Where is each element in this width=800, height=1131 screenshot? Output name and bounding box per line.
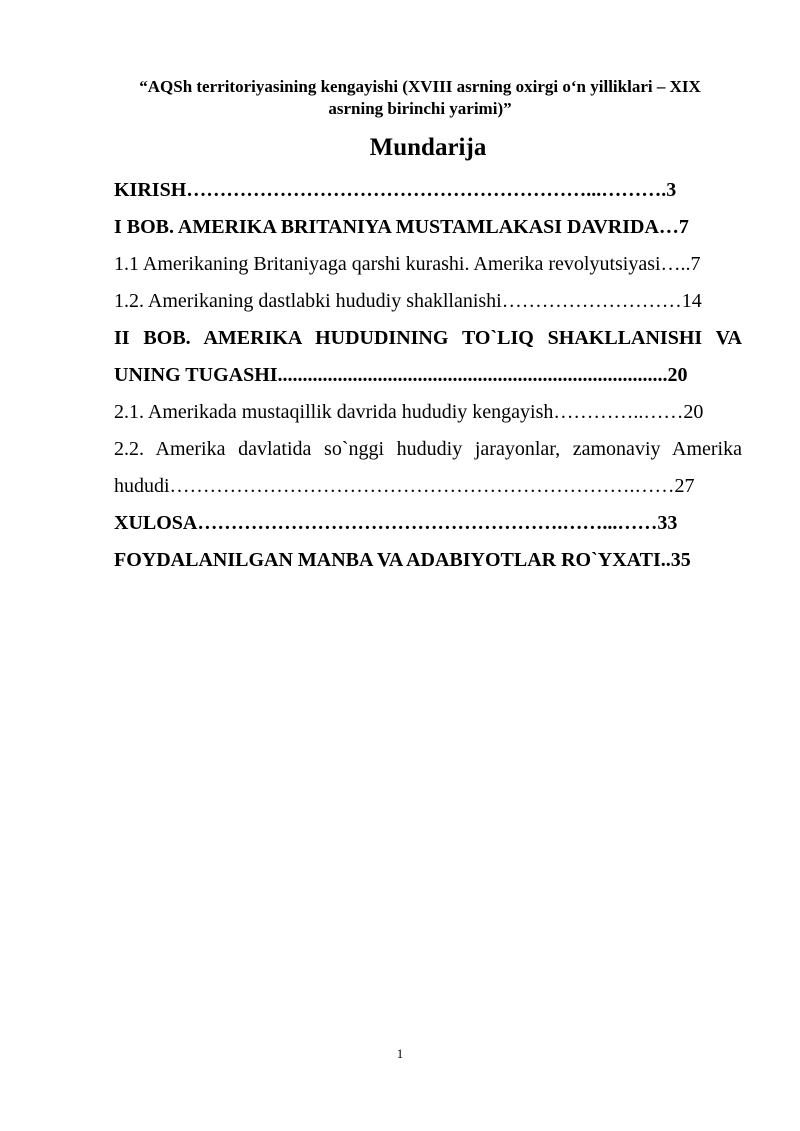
- toc-entry-xulosa: XULOSA……………………………………………….……...……33: [114, 512, 678, 534]
- document-title: [100, 76, 740, 120]
- toc-entry-references: FOYDALANILGAN MANBA VA ADABIYOTLAR RO`YXATI..35: [114, 549, 691, 571]
- document-title-line-1: “AQSh territoriyasining kengayishi (XVIII asrning oxirgi o‘n yilliklari – XIX: [139, 77, 701, 96]
- toc-entry-section-1-1: 1.1 Amerikaning Britaniyaga qarshi kurashi. Amerika revolyutsiyasi…..7: [114, 253, 701, 275]
- toc-entry-section-2-1: 2.1. Amerikada mustaqillik davrida hududiy kengayish…………..……20: [114, 401, 704, 423]
- table-of-contents: [114, 172, 742, 579]
- toc-heading: Mundarija: [369, 134, 487, 161]
- document-title-line-2: asrning birinchi yarimi)”: [328, 99, 512, 118]
- toc-entry-kirish: KIRISH……………………………………………………...……….3: [114, 179, 677, 201]
- toc-entry-chapter-2-line-1: II BOB. AMERIKA HUDUDINING TO`LIQ SHAKLLANISHI VA: [114, 327, 742, 349]
- toc-entry-section-2-2-line-1: 2.2. Amerika davlatida so`nggi hududiy jarayonlar, zamonaviy Amerika: [114, 438, 742, 460]
- toc-entry-section-2-2-line-2: hududi…………………………………………………………….……27: [114, 475, 695, 497]
- page-number: 1: [396, 1046, 404, 1061]
- toc-entry-chapter-1: I BOB. AMERIKA BRITANIYA MUSTAMLAKASI DAVRIDA…7: [114, 216, 689, 238]
- toc-entry-section-1-2: 1.2. Amerikaning dastlabki hududiy shakllanishi………………………14: [114, 290, 702, 312]
- toc-entry-chapter-2-line-2: UNING TUGASHI..............................................................................20: [114, 364, 688, 386]
